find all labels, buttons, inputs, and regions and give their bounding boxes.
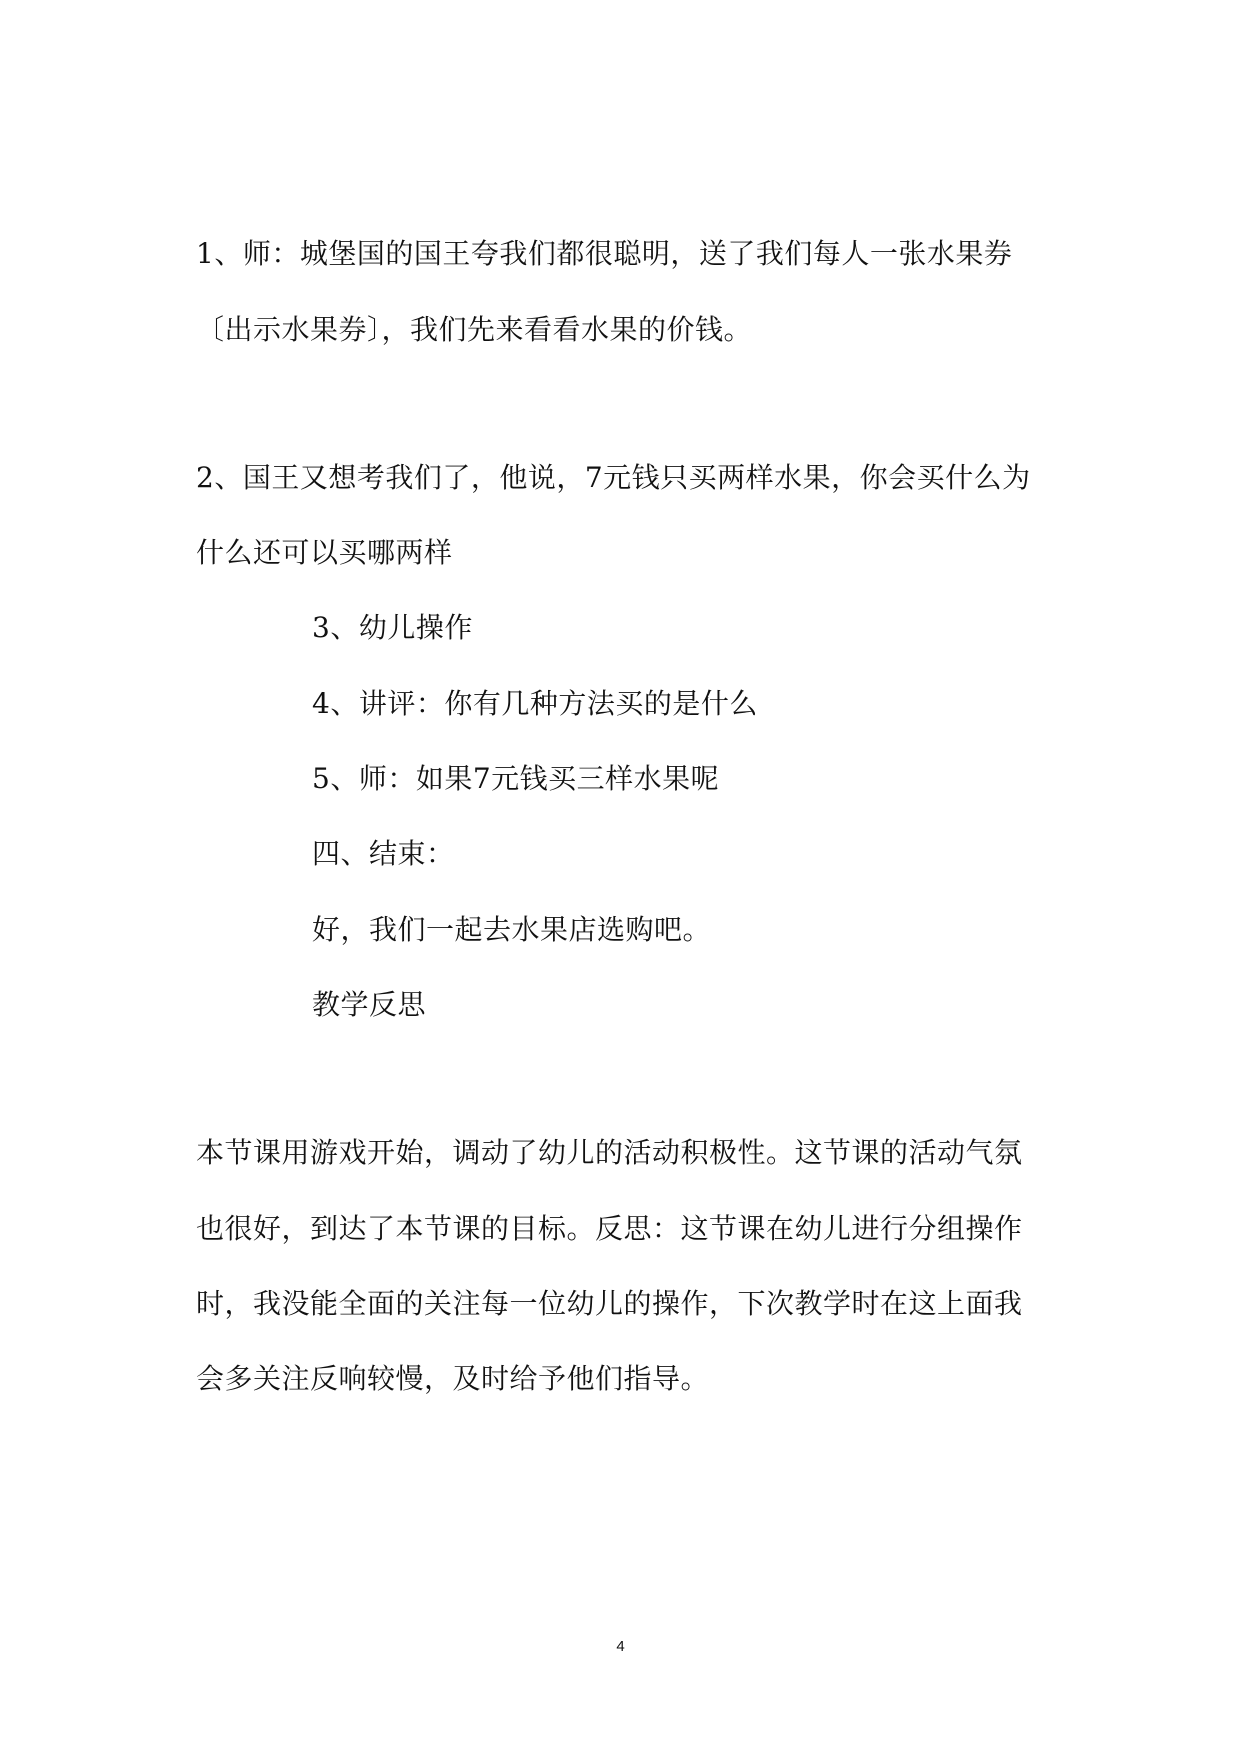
reflection-line-1: 本节课用游戏开始，调动了幼儿的活动积极性。这节课的活动气氛 bbox=[196, 1136, 1023, 1169]
item-teacher-question: 5、师：如果7元钱买三样水果呢 bbox=[312, 762, 720, 795]
section-heading-reflection: 教学反思 bbox=[312, 988, 427, 1021]
paragraph-1-line-1: 1、师：城堡国的国王夸我们都很聪明，送了我们每人一张水果券 bbox=[196, 237, 1013, 270]
item-review: 4、讲评：你有几种方法买的是什么 bbox=[312, 687, 758, 720]
page-number: 4 bbox=[616, 1638, 625, 1655]
reflection-line-2: 也很好，到达了本节课的目标。反思：这节课在幼儿进行分组操作 bbox=[196, 1212, 1023, 1245]
item-closing: 好，我们一起去水果店选购吧。 bbox=[312, 913, 712, 946]
reflection-line-4: 会多关注反响较慢，及时给予他们指导。 bbox=[196, 1362, 710, 1395]
paragraph-2-line-1: 2、国王又想考我们了，他说，7元钱只买两样水果，你会买什么为 bbox=[196, 461, 1031, 494]
section-heading-end: 四、结束： bbox=[312, 837, 455, 870]
item-operation: 3、幼儿操作 bbox=[312, 611, 473, 644]
paragraph-2-line-2: 什么还可以买哪两样 bbox=[196, 536, 453, 569]
paragraph-1-line-2: 〔出示水果券〕，我们先来看看水果的价钱。 bbox=[196, 313, 753, 346]
reflection-line-3: 时，我没能全面的关注每一位幼儿的操作，下次教学时在这上面我 bbox=[196, 1287, 1023, 1320]
